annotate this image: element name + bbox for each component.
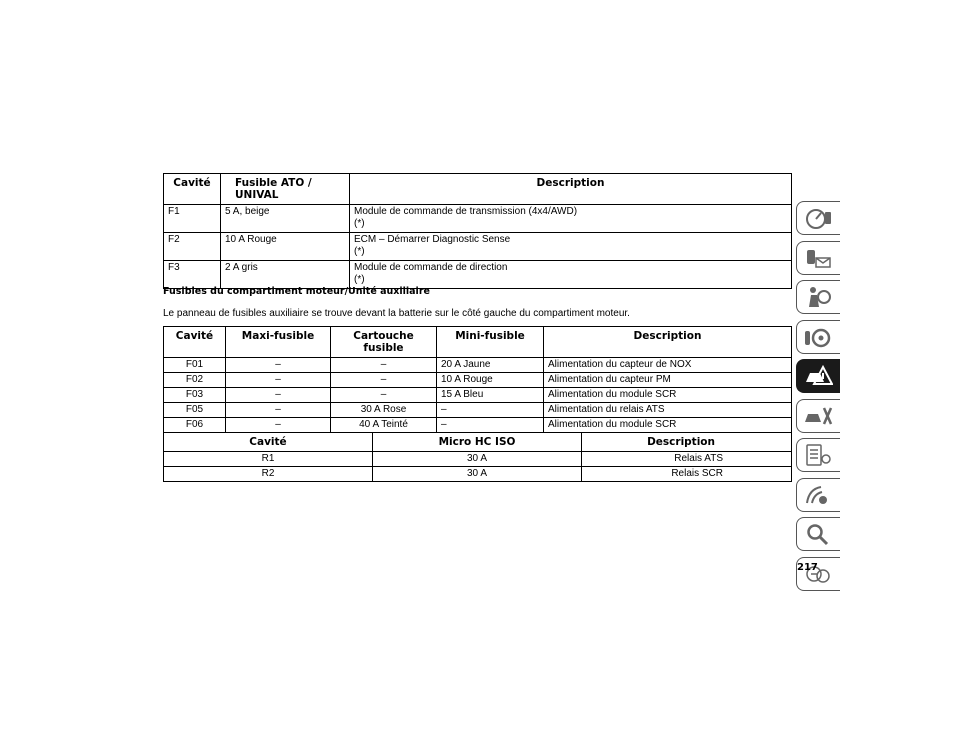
airbag-seatbelt-icon — [803, 285, 833, 309]
chapter-tabs — [796, 201, 842, 596]
description-note: (*) — [354, 274, 365, 285]
mini-fuse-cell: – — [437, 403, 544, 418]
dashboard-gauge-icon — [803, 206, 833, 230]
column-header: Mini-fusible — [437, 327, 544, 358]
table-row — [164, 452, 792, 467]
mini-fuse-cell: 10 A Rouge — [437, 373, 544, 388]
section-heading: Fusibles du compartiment moteur/Unité auxiliaire — [163, 286, 430, 297]
table-row — [164, 205, 792, 233]
tab-driving[interactable] — [796, 320, 840, 354]
description-line: ECM – Démarrer Diagnostic Sense — [354, 234, 511, 245]
relay-table — [163, 432, 792, 482]
table-row — [164, 388, 792, 403]
column-header: Description — [350, 174, 792, 205]
cartridge-fuse-cell: – — [331, 373, 437, 388]
description-cell: Alimentation du relais ATS — [544, 403, 792, 418]
table-row — [164, 233, 792, 261]
description-cell — [350, 261, 792, 289]
cartridge-fuse-cell: 40 A Teinté — [331, 418, 437, 433]
cavity-cell: R1 — [164, 452, 373, 467]
cavity-cell: F06 — [164, 418, 226, 433]
table-row — [164, 358, 792, 373]
mini-fuse-cell: 15 A Bleu — [437, 388, 544, 403]
maxi-fuse-cell: – — [226, 418, 331, 433]
mini-fuse-cell: – — [437, 418, 544, 433]
column-header: Cavité — [164, 433, 373, 452]
tab-specifications[interactable] — [796, 438, 840, 472]
relay-cell: 30 A — [373, 452, 582, 467]
cartridge-fuse-cell: 30 A Rose — [331, 403, 437, 418]
description-cell — [350, 233, 792, 261]
description-cell — [350, 205, 792, 233]
table-header-row — [164, 327, 792, 358]
cartridge-fuse-cell: – — [331, 388, 437, 403]
description-line: Module de commande de transmission (4x4/AWD) — [354, 206, 578, 217]
fuse-cell: 10 A Rouge — [221, 233, 350, 261]
tab-index[interactable] — [796, 517, 840, 551]
fuse-table-auxiliary — [163, 326, 792, 433]
description-note: (*) — [354, 218, 365, 229]
description-cell: Alimentation du module SCR — [544, 418, 792, 433]
table-row — [164, 373, 792, 388]
roadside-warning-icon — [803, 364, 833, 388]
column-header: Micro HC ISO — [373, 433, 582, 452]
maxi-fuse-cell: – — [226, 373, 331, 388]
fuse-table-interior — [163, 173, 792, 289]
car-mail-icon — [803, 246, 833, 270]
table-header-row — [164, 174, 792, 205]
steering-wheel-icon — [803, 325, 833, 349]
table-row — [164, 418, 792, 433]
column-header: Cavité — [164, 327, 226, 358]
maxi-fuse-cell: – — [226, 403, 331, 418]
car-service-tools-icon — [803, 404, 833, 428]
description-cell: Relais SCR — [582, 467, 792, 482]
description-cell: Alimentation du capteur PM — [544, 373, 792, 388]
cavity-cell: F03 — [164, 388, 226, 403]
tab-getting-started[interactable] — [796, 241, 840, 275]
description-cell: Alimentation du module SCR — [544, 388, 792, 403]
cavity-cell: F3 — [164, 261, 221, 289]
table-row — [164, 261, 792, 289]
fuse-cell: 2 A gris — [221, 261, 350, 289]
column-header: Description — [544, 327, 792, 358]
tab-servicing[interactable] — [796, 399, 840, 433]
maxi-fuse-cell: – — [226, 358, 331, 373]
cavity-cell: F2 — [164, 233, 221, 261]
table-header-row — [164, 433, 792, 452]
column-header: Fusible ATO / UNIVAL — [221, 174, 350, 205]
column-header: Cavité — [164, 174, 221, 205]
column-header: Maxi-fusible — [226, 327, 331, 358]
cavity-cell: F1 — [164, 205, 221, 233]
cavity-cell: F05 — [164, 403, 226, 418]
relay-cell: 30 A — [373, 467, 582, 482]
cartridge-fuse-cell: – — [331, 358, 437, 373]
mini-fuse-cell: 20 A Jaune — [437, 358, 544, 373]
description-cell: Relais ATS — [582, 452, 792, 467]
maxi-fuse-cell: – — [226, 388, 331, 403]
cavity-cell: F01 — [164, 358, 226, 373]
description-cell: Alimentation du capteur de NOX — [544, 358, 792, 373]
table-row — [164, 403, 792, 418]
specifications-list-icon — [803, 443, 833, 467]
section-paragraph: Le panneau de fusibles auxiliaire se trouve devant la batterie sur le côté gauche du compartiment moteur. — [163, 308, 630, 319]
tab-multimedia[interactable] — [796, 478, 840, 512]
multimedia-icon — [803, 483, 833, 507]
fuse-cell: 5 A, beige — [221, 205, 350, 233]
tab-emergency[interactable] — [796, 359, 840, 393]
description-line: Module de commande de direction — [354, 262, 508, 273]
column-header: Description — [582, 433, 792, 452]
table-row — [164, 467, 792, 482]
cavity-cell: R2 — [164, 467, 373, 482]
description-note: (*) — [354, 246, 365, 257]
tab-dashboard[interactable] — [796, 201, 840, 235]
column-header: Cartouche fusible — [331, 327, 437, 358]
magnifier-index-icon — [803, 522, 833, 546]
page-number: 217 — [797, 562, 818, 573]
tab-safety[interactable] — [796, 280, 840, 314]
cavity-cell: F02 — [164, 373, 226, 388]
